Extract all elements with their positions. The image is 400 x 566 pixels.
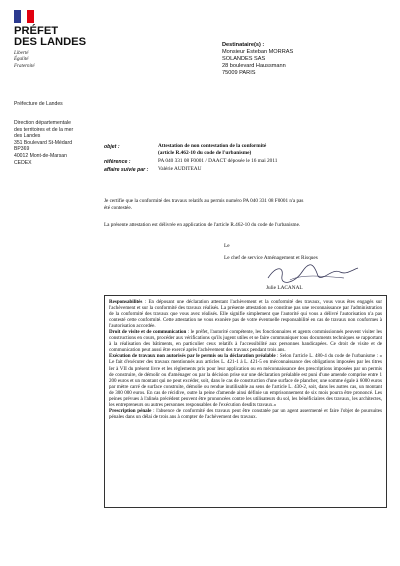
recipient-line: 28 boulevard Haussmann [222,63,286,70]
recipient-label: Destinataire(s) : [222,42,265,48]
flag-white-stripe [21,10,28,23]
recipient-line: 75009 PARIS [222,70,256,77]
responsabilites-paragraph [109,299,382,329]
paragraph-text: : l'absence de conformité des travaux peut être constatée par un agent assermenté et faire l'objet de poursuites pénales dans un délai de trois ans à compter de l'achèvement des travaux. [109,407,382,420]
certification-line-1: Je certifie que la conformité des travaux relatifs au permis numéro PA 040 331 08 F0001 n'a pas [104,198,304,204]
paragraph-text: : le préfet, l'autorité compétente, les fonctionnaires et agents commissionnés peuvent visiter les constructions en cours, procéder aux vérifications qu'ils jugent utiles et se faire communiquer tous documents techniques se rapportant à la réalisation des bâtiments, en particulier ceux relatifs à l'accessibilité aux personnes handicapées. Ce droit de visite et de communication peut aussi être exercé après l'achèvement des travaux pendant trois ans. [109,329,382,354]
certification-line-2: été contestée. [104,205,132,211]
prefet-des-landes-title: PRÉFET DES LANDES [14,25,87,48]
direction-line: des territoires et de la mer [14,126,74,133]
direction-line: CEDEX [14,159,32,166]
affaire-suivie-value: Valérie AUDITEAU [158,166,202,172]
droit-visite-paragraph [109,329,382,353]
direction-line: Direction départementale [14,120,71,126]
direction-line: 351 Boulevard St-Médard [14,139,73,146]
direction-address [14,120,73,166]
legal-information-box [104,295,387,508]
execution-travaux-paragraph [109,353,382,407]
prescription-penale-paragraph [109,408,382,420]
reference-value: PA 040 331 08 F0001 / DAACT déposée le 16 mai 2011 [158,158,278,164]
objet-label: objet : [104,144,120,150]
direction-line: BP369 [14,146,30,153]
paragraph-text: : En déposant une déclaration attestant l'achèvement et la conformité des travaux, vous vous êtes engagés sur l'achèvement et sur la conformité des travaux réalisés. La présente attestation ne constitue pas une reconnaissance par l'administration de la conformité des travaux que vous avez réalisés. Elle signifie simplement que l'autorité qui vous a délivré l'autorisation n'a pas contesté cette conformité. Cette attestation ne vous exonère pas de votre éventuelle responsabilité en cas de travaux non conformes à l'autorisation accordée. [109,299,382,330]
paragraph-text: : Selon l'article L. 480-4 du code de l'urbanisme : « Le fait d'exécuter des travaux mentionnés aux articles L. 421-1 à L. 421-5 en méconnaissance des obligations imposées par les titres Ier à VII du présent livre et les règlements pris pour leur application ou en méconnaissance des prescriptions imposées par un permis de construire, de démolir ou d'aménager ou par la décision prise sur une déclaration préalable est puni d'une amende comprise entre 1 200 euros et un montant qui ne peut excéder, soit, dans le cas de construction d'une surface de plancher, une somme égale à 6000 euros par mètre carré de surface construite, démolie ou rendue inutilisable au sens de l'article L. 430-2, soit, dans les autres cas, un montant de 300 000 euros. En cas de récidive, outre la peine d'amende ainsi définie un emprisonnement de six mois pourra être prononcé. Les peines prévues à l'alinéa précédent peuvent être prononcées contre les utilisateurs du sol, les bénéficiaires des travaux, les architectes, les entrepreneurs ou autres personnes responsables de l'exécution desdits travaux.» [109,353,382,408]
republic-motto: Liberté Égalité Fraternité [14,51,35,69]
direction-line: 40012 Mont-de-Marsan [14,152,67,159]
recipient-line: SOLANDES SAS [222,56,266,63]
signature-le: Le [224,243,230,249]
handwritten-signature [262,262,362,286]
affaire-suivie-label: affaire suivie par : [104,167,149,173]
reference-label: référence : [104,159,131,165]
flag-red-stripe [27,10,34,23]
direction-line: des Landes [14,133,41,140]
objet-line-2: (article R.462-10 du code de l'urbanisme) [158,150,252,156]
legal-basis-line: La présente attestation est délivrée en application de l'article R.462-10 du code de l'urbanisme. [104,222,301,228]
paragraph-title: Exécution de travaux non autorisés par le permis ou la déclaration préalable [109,353,276,360]
objet-line-1: Attestation de non contestation de la conformité [158,143,267,149]
prefecture-name: Préfecture de Landes [14,101,63,107]
signatory-role: Le chef de service Aménagement et Risques [224,255,318,261]
recipient-line: Monsieur Esteban MORRAS [222,49,294,56]
signatory-name: Julie LACANAL [266,285,303,291]
republic-flag-logo [14,10,34,23]
flag-blue-stripe [14,10,21,23]
paragraph-title: Droit de visite et de communication [109,329,187,336]
paragraph-title: Responsabilités [109,299,143,305]
paragraph-title: Prescription pénale [109,407,152,414]
recipient-block [222,42,293,77]
